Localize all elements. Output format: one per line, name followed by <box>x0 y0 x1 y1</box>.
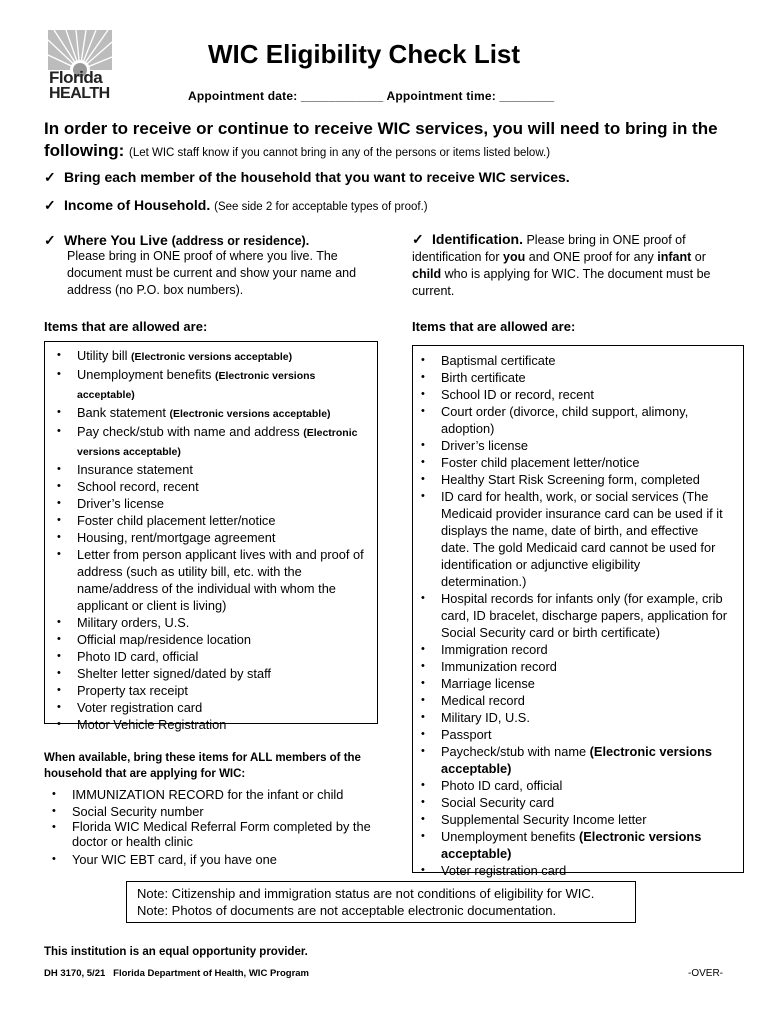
list-item: • Military orders, U.S. <box>45 614 365 631</box>
residence-items-box <box>44 341 378 732</box>
right-allowed-label: Items that are allowed are: <box>412 319 576 334</box>
list-item: • Marriage license <box>413 675 729 692</box>
logo-text-florida: Florida <box>49 68 103 87</box>
list-item: • Immigration record <box>413 641 729 658</box>
list-item: • Letter from person applicant lives with and proof of address (such as utility bill, etc. with the name/address of the individual with whom the applicant or client is living) <box>45 546 365 614</box>
list-item: • Driver’s license <box>413 437 729 454</box>
list-item: • Your WIC EBT card, if you have one <box>44 851 389 868</box>
appointment-line: Appointment date: ____________ Appointment time: ________ <box>188 89 555 103</box>
list-item: • Housing, rent/mortgage agreement <box>45 529 365 546</box>
identification-items-box <box>412 345 744 878</box>
list-item: • Social Security number <box>44 803 389 820</box>
list-item: • Hospital records for infants only (for example, crib card, ID bracelet, discharge papers, application for Social Security card or birth certificate) <box>413 590 729 641</box>
list-item: • Florida WIC Medical Referral Form completed by the doctor or health clinic <box>44 820 389 849</box>
list-item: • Pay check/stub with name and address (Electronic versions acceptable) <box>45 423 365 461</box>
list-item: • Photo ID card, official <box>413 777 729 794</box>
equal-opportunity-statement: This institution is an equal opportunity provider. <box>44 946 308 958</box>
check-income-note: (See side 2 for acceptable types of proof.) <box>214 201 428 213</box>
form-id: DH 3170, 5/21 Florida Department of Health, WIC Program <box>44 968 310 979</box>
available-heading: When available, bring these items for ALL members of the household that are applying for WIC: <box>44 752 361 780</box>
list-item: • Medical record <box>413 692 729 709</box>
list-item: • Official map/residence location <box>45 631 365 648</box>
check-income <box>44 196 428 216</box>
list-item: • Foster child placement letter/notice <box>45 512 365 529</box>
left-allowed-label: Items that are allowed are: <box>44 319 208 334</box>
list-item: • IMMUNIZATION RECORD for the infant or child <box>44 786 389 803</box>
list-item: • Passport <box>413 726 729 743</box>
list-item: • ID card for health, work, or social services (The Medicaid provider insurance card can be used if it displays the name, date of birth, and effective date. The gold Medicaid card cannot be used for identification or adjunctive eligibility determination.) <box>413 488 729 590</box>
where-you-live-label: Where You Live <box>64 232 168 248</box>
note-citizenship: Note: Citizenship and immigration status are not conditions of eligibility for WIC. <box>137 886 595 901</box>
list-item: • Property tax receipt <box>45 682 365 699</box>
list-item: • Foster child placement letter/notice <box>413 454 729 471</box>
check-mark-icon: ✓ <box>44 169 56 185</box>
check-mark-icon: ✓ <box>44 197 56 213</box>
list-item: • Driver’s license <box>45 495 365 512</box>
logo-text-health: HEALTH <box>49 85 110 102</box>
list-item: • Photo ID card, official <box>45 648 365 665</box>
note-photos: Note: Photos of documents are not acceptable electronic documentation. <box>137 903 557 918</box>
list-item: • School record, recent <box>45 478 365 495</box>
check-mark-icon: ✓ <box>44 232 56 248</box>
list-item: • Insurance statement <box>45 461 365 478</box>
list-item: • Paycheck/stub with name (Electronic versions acceptable) <box>413 743 729 777</box>
list-item: • Unemployment benefits (Electronic versions acceptable) <box>45 366 365 404</box>
list-item: • Birth certificate <box>413 369 729 386</box>
check-mark-icon: ✓ <box>412 231 424 247</box>
list-item: • Bank statement (Electronic versions acceptable) <box>45 404 365 423</box>
intro-main: In order to receive or continue to receive WIC services, you will need to bring in the following: <box>44 119 718 160</box>
list-item: • Baptismal certificate <box>413 352 729 369</box>
where-you-live-body: Please bring in ONE proof of where you live. The document must be current and show your name and address (no P.O. box numbers). <box>67 249 357 297</box>
list-item: • Voter registration card <box>45 699 365 716</box>
list-item: • Voter registration card <box>413 862 729 879</box>
check-income-label: Income of Household. <box>64 197 211 213</box>
list-item: • Motor Vehicle Registration <box>45 716 365 733</box>
intro-paragraph <box>44 118 734 164</box>
note-box <box>126 881 636 923</box>
available-items-list <box>44 786 389 868</box>
check-household <box>44 168 570 186</box>
intro-note: (Let WIC staff know if you cannot bring in any of the persons or items listed below.) <box>129 147 551 159</box>
list-item: • Social Security card <box>413 794 729 811</box>
identification-label: Identification. <box>432 231 523 247</box>
check-household-text: Bring each member of the household that you want to receive WIC services. <box>64 169 570 185</box>
identification-items-list <box>413 346 729 879</box>
list-item: • Immunization record <box>413 658 729 675</box>
list-item: • Utility bill (Electronic versions acceptable) <box>45 347 365 366</box>
list-item: • Shelter letter signed/dated by staff <box>45 665 365 682</box>
identification-section: ✓ Identification. Please bring in ONE proof of identification for you and ONE proof for any infant or child who is applying for WIC. The document must be current. <box>412 231 711 298</box>
residence-items-list <box>45 342 365 733</box>
page-title: WIC Eligibility Check List <box>208 39 521 69</box>
where-you-live-paren: (address or residence). <box>171 234 310 248</box>
list-item: • Unemployment benefits (Electronic versions acceptable) <box>413 828 729 862</box>
list-item: • Military ID, U.S. <box>413 709 729 726</box>
over-indicator: -OVER- <box>688 968 723 979</box>
list-item: • Supplemental Security Income letter <box>413 811 729 828</box>
list-item: • Healthy Start Risk Screening form, completed <box>413 471 729 488</box>
list-item: • School ID or record, recent <box>413 386 729 403</box>
list-item: • Court order (divorce, child support, alimony, adoption) <box>413 403 729 437</box>
